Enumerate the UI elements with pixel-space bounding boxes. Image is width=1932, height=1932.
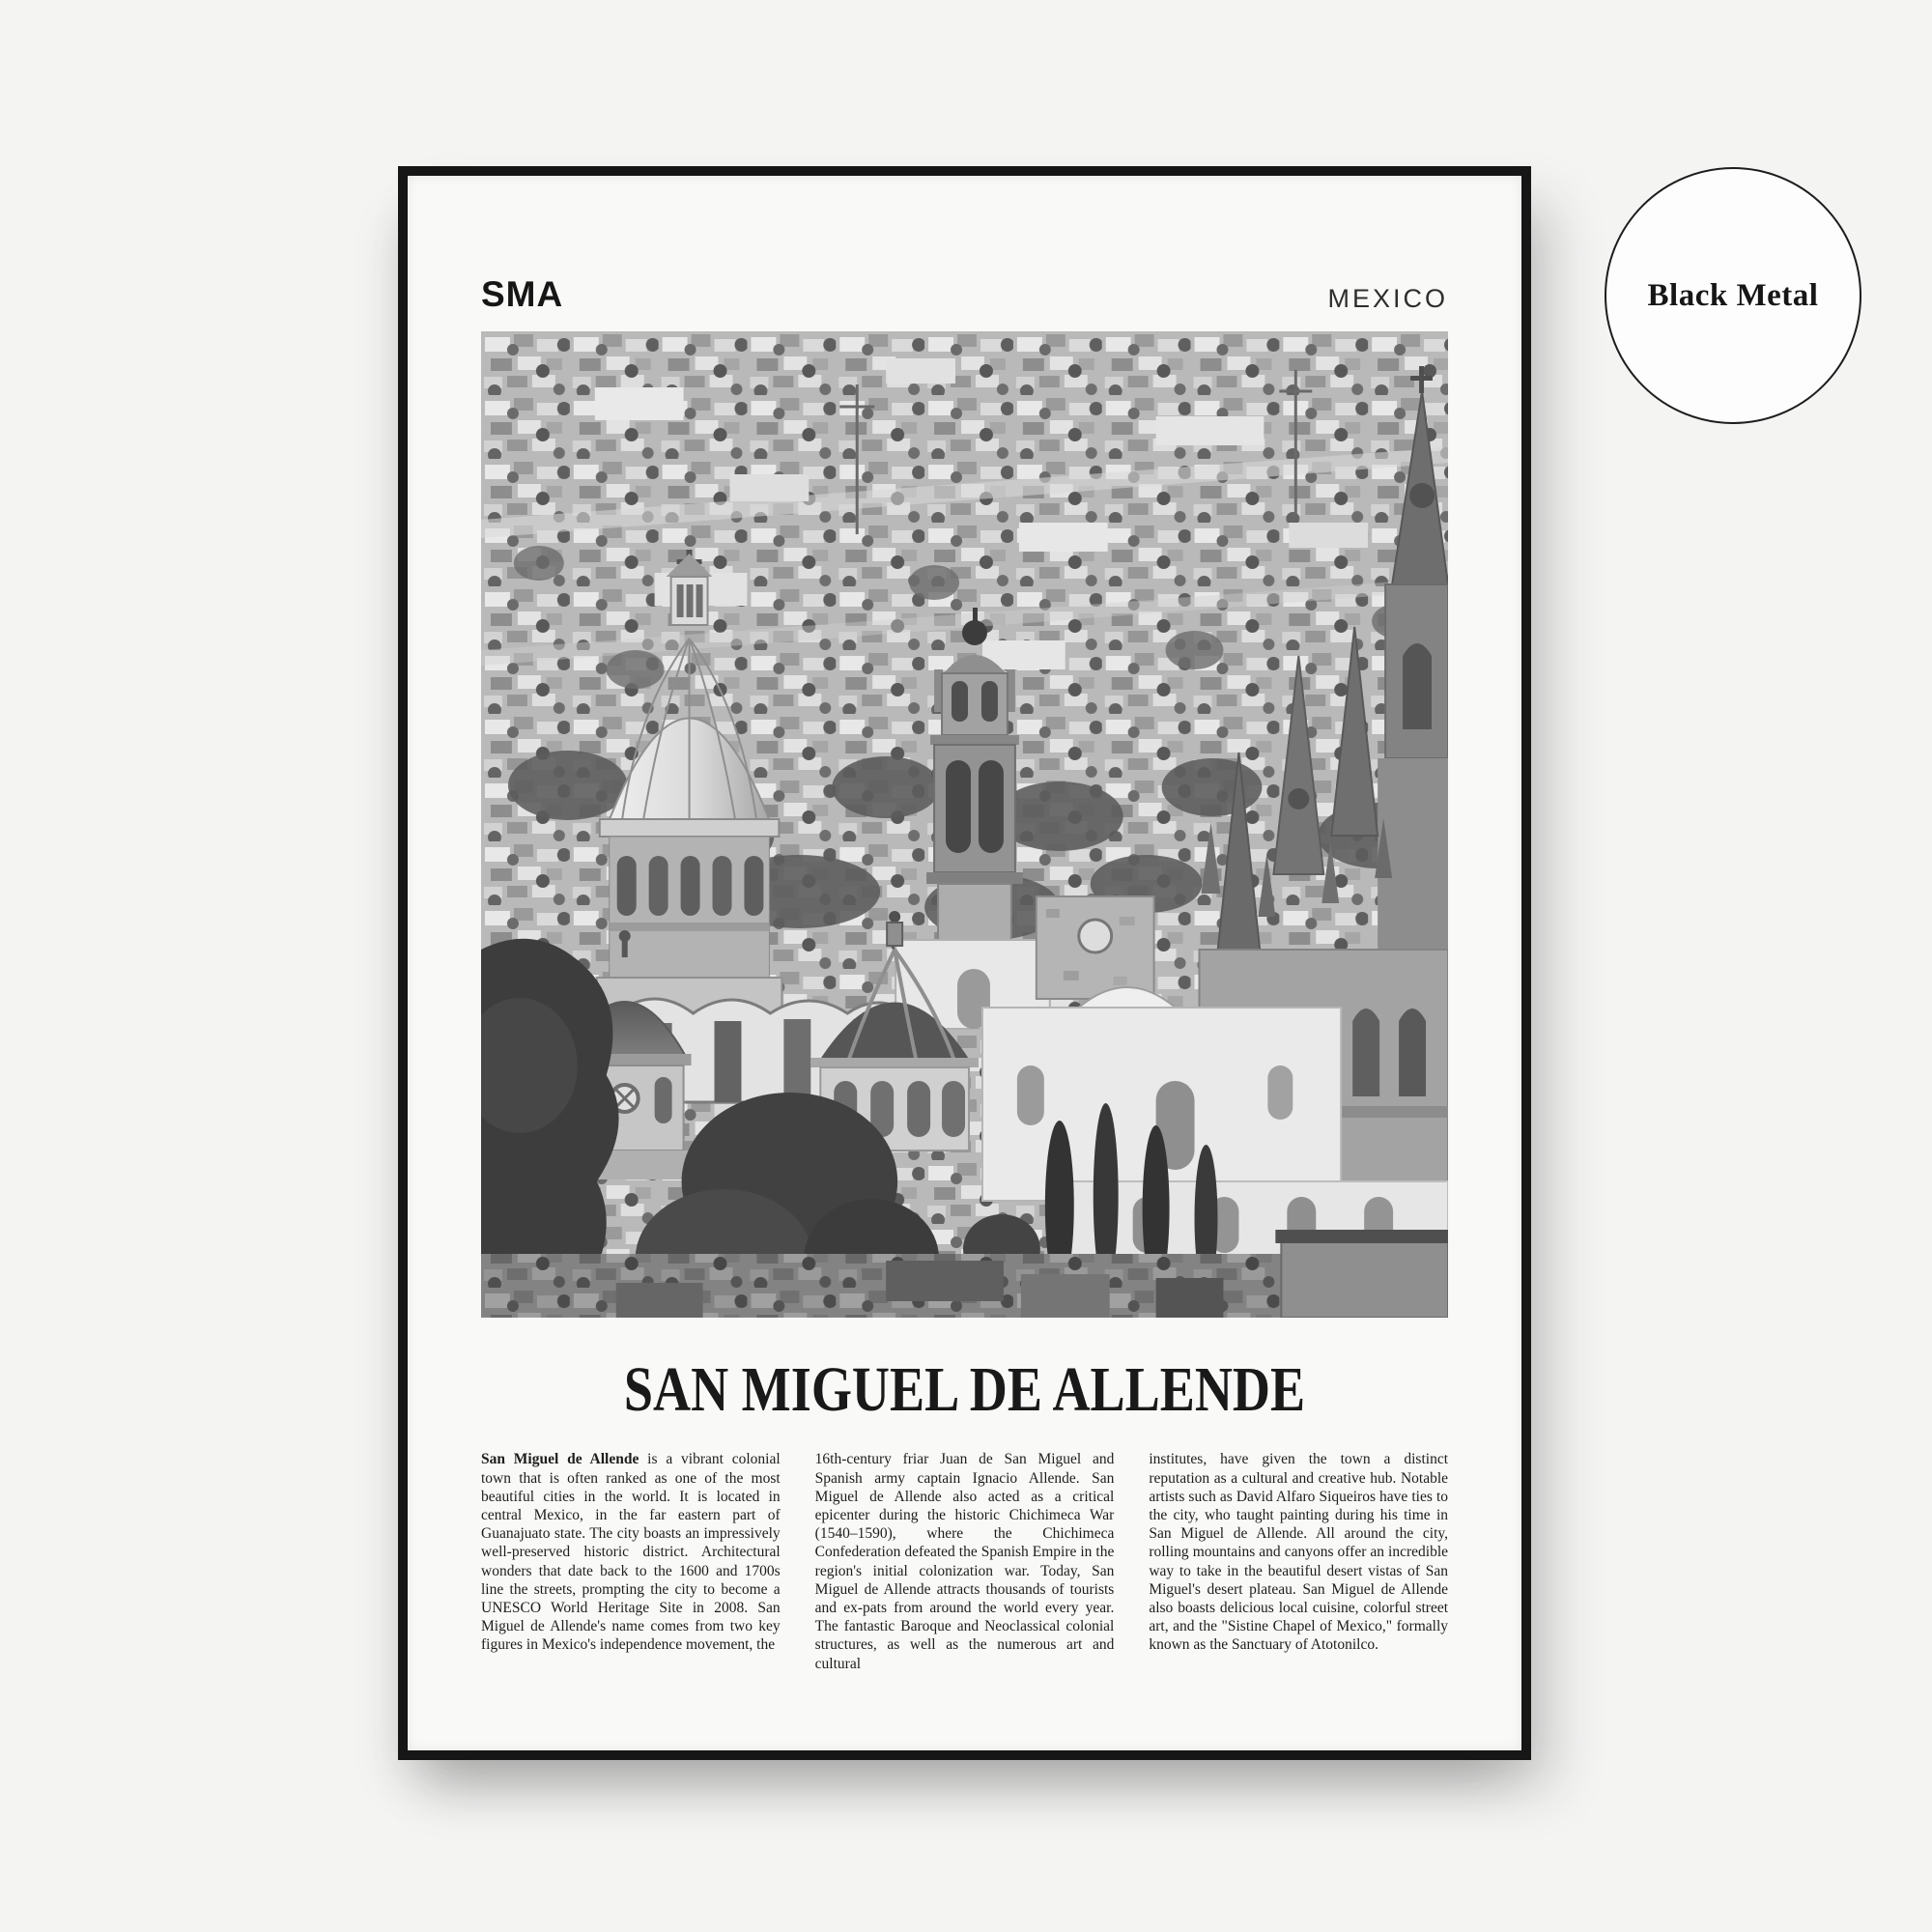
- article-column-1: [481, 1450, 781, 1673]
- column-1-text: is a vibrant colonial town that is often ranked as one of the most beautiful cities in the world. It is located in central Mexico, in the far eastern part of Guanajuato state. The city boasts an impressively well-preserved historic district. Architectural wonders that date back to the 1600 and 1700s line the streets, prompting the city to become a UNESCO World Heritage Site in 2008. San Miguel de Allende's name comes from two key figures in Mexico's independence movement, the: [481, 1451, 781, 1654]
- stone-gable: [1037, 896, 1154, 999]
- cityscape-photo: [481, 331, 1448, 1318]
- country-text: MEXICO: [1327, 284, 1448, 313]
- poster-frame: [398, 166, 1531, 1760]
- poster: [408, 176, 1521, 1750]
- poster-title: SAN MIGUEL DE ALLENDE: [623, 1354, 1306, 1425]
- finish-badge-label: Black Metal: [1647, 277, 1819, 313]
- article-column-2: 16th-century friar Juan de San Miguel and Spanish army captain Ignacio Allende. San Miguel de Allende also acted as a critical epicenter during the historic Chichimeca War (1540–1590), where the Chichimeca Confederation defeated the Spanish Empire in the region's initial colonization war. Today, San Miguel de Allende attracts thousands of tourists and ex-pats from around the world every year. The fantastic Baroque and Neoclassical colonial structures, as well as the numerous art and cultural: [814, 1451, 1115, 1672]
- cityscape-photo-svg: [481, 331, 1448, 1318]
- lead-text: San Miguel de Allende: [481, 1451, 639, 1468]
- article-column-3: institutes, have given the town a distinct reputation as a cultural and creative hub. Notable artists such as David Alfaro Siqueiros have ties to the city, who taught painting during his time in San Miguel de Allende. All around the city, rolling mountains and canyons offer an incredible way to take in the beautiful desert vistas of San Miguel's desert plateau. San Miguel de Allende also boasts delicious local cuisine, colorful street art, and the "Sistine Chapel of Mexico," formally known as the Sanctuary of Atotonilco.: [1149, 1451, 1449, 1654]
- finish-badge: [1605, 167, 1861, 424]
- poster-header: [481, 276, 1448, 312]
- article-columns: [481, 1450, 1448, 1673]
- kicker-text: SMA: [481, 274, 564, 314]
